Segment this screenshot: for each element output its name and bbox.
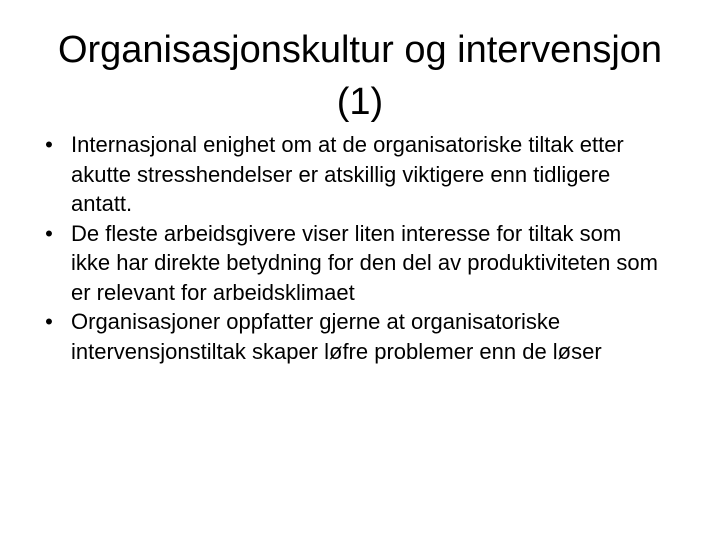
bullet-dot-icon: • [45,309,53,334]
bullet-item [36,219,666,308]
bullet-dot-icon: • [45,132,53,157]
bullet-list [36,130,666,366]
bullet-text: De fleste arbeidsgivere viser liten interesse for tiltak som ikke har direkte betydning for den del av produktiviteten som er relevant for arbeidsklimaet [71,220,658,305]
slide-title: Organisasjonskultur og intervensjon (1) [57,29,663,123]
bullet-item [36,130,666,219]
bullet-text: Organisasjoner oppfatter gjerne at organisatoriske intervensjonstiltak skaper løfre problemer enn de løser [71,309,602,364]
bullet-dot-icon: • [45,220,53,246]
bullet-item [36,307,666,366]
bullet-text: Internasjonal enighet om at de organisatoriske tiltak etter akutte stresshendelser er atskillig viktigere enn tidligere antatt. [71,132,624,216]
